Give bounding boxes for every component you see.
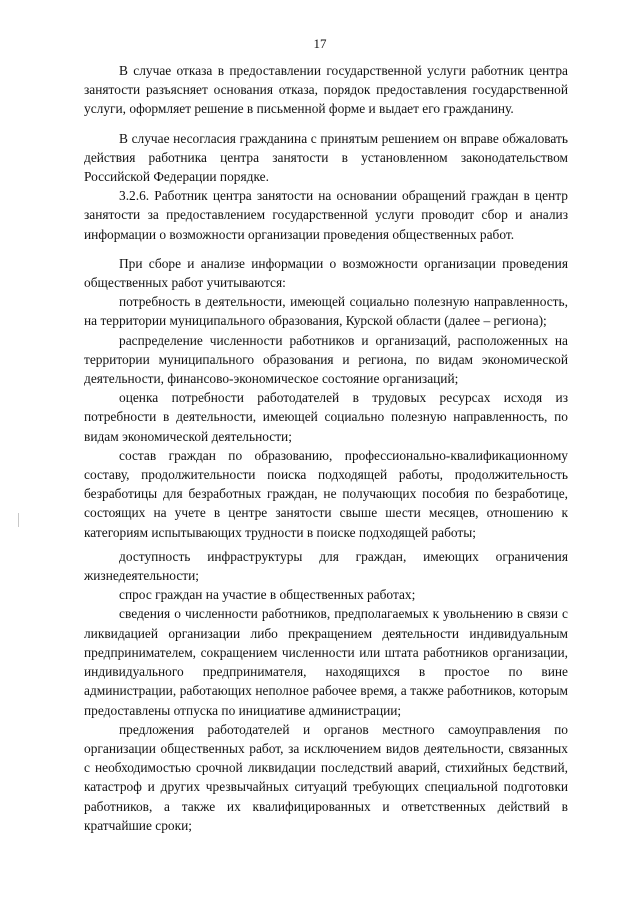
list-item-citizen-composition: состав граждан по образованию, профессионально-квалификационному составу, продолжительности поиска подходящей работы, продолжительность безработицы для безработных граждан, не получающих пособия по безработице, состоящих на учете в центре занятости свыше шести месяцев, отношению к категориям испытывающих трудности в поиске подходящей работы; [84,447,568,540]
document-body [84,61,568,835]
list-item-employer-demand: оценка потребности работодателей в трудовых ресурсах исходя из потребности в деятельности, имеющей социально полезную направленность, по видам экономической деятельности; [84,390,568,444]
list-item-social-need: потребность в деятельности, имеющей социально полезную направленность, на территории муниципального образования, Курской области (далее – региона); [84,294,568,329]
scan-margin-mark [18,513,19,527]
paragraph-refusal-explanation: В случае отказа в предоставлении государственной услуги работник центра занятости разъясняет основания отказа, порядок предоставления государственной услуги, оформляет решение в письменной форме и выдает его гражданину. [84,63,568,117]
list-item-workforce-distribution: распределение численности работников и организаций, расположенных на территории муниципального образования и региона, по видам экономической деятельности, финансово-экономическое состояние организаций; [84,332,568,387]
paragraph-analysis-intro: При сборе и анализе информации о возможности организации проведения общественных работ учитываются: [84,255,568,291]
page-number: 17 [313,36,327,51]
list-item-citizen-demand: спрос граждан на участие в общественных работах; [119,587,416,603]
list-item-infrastructure-access: доступность инфраструктуры для граждан, имеющих ограничения жизнедеятельности; [84,548,568,584]
paragraph-section-3-2-6: 3.2.6. Работник центра занятости на основании обращений граждан в центр занятости за предоставлением государственной услуги проводит сбор и анализ информации о возможности организации проведения общественных работ. [84,188,568,242]
paragraph-appeal-right: В случае несогласия гражданина с принятым решением он вправе обжаловать действия работника центра занятости в установленном законодательством Российской Федерации порядке. [84,130,568,185]
list-item-layoff-information: сведения о численности работников, предполагаемых к увольнению в связи с ликвидацией организации либо прекращением деятельности индивидуальным предпринимателем, сокращением численности или штата работников организации, индивидуального предпринимателя, находящихся в простое по вине администрации, работающих неполное рабочее время, а также работников, которым предоставлены отпуска по инициативе администрации; [84,606,568,718]
list-item-employer-proposals: предложения работодателей и органов местного самоуправления по организации общественных работ, за исключением видов деятельности, связанных с необходимостью срочной ликвидации последствий аварий, стихийных бедствий, катастроф и других чрезвычайных ситуаций требующих специальной подготовки работников, а также их квалифицированных и ответственных действий в кратчайшие сроки; [84,721,568,833]
